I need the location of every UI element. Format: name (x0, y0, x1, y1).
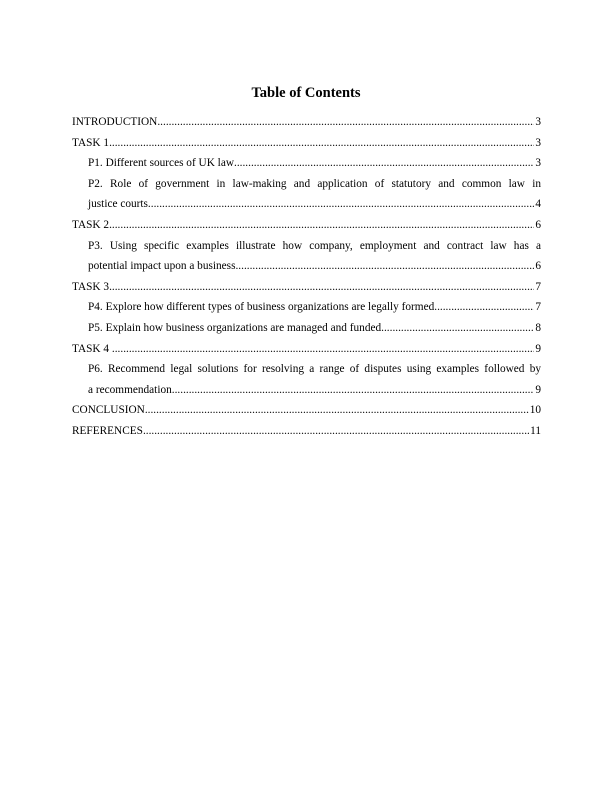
toc-entry-task-4[interactable] (72, 339, 541, 360)
toc-entry-label-continued: a recommendation (88, 383, 172, 396)
toc-entry-label: TASK 1 (72, 136, 110, 149)
toc-entry-label: P1. Different sources of UK law (88, 157, 234, 170)
toc-entry-label: TASK 3 (72, 280, 110, 293)
toc-page-number: 10 (529, 404, 541, 417)
toc-page-number: 9 (535, 342, 541, 355)
toc-title: Table of Contents (251, 85, 361, 101)
toc-page-number: 6 (535, 218, 541, 231)
toc-page-number: 11 (530, 424, 541, 437)
toc-entry-label: P3. Using specific examples illustrate how company, employment and contract law has a (88, 239, 541, 252)
toc-entry-label: P2. Role of government in law-making and application of statutory and common law in (88, 177, 541, 190)
toc-entry-p3-line1[interactable] (72, 236, 541, 257)
toc-entry-task-3[interactable] (72, 277, 541, 298)
toc-entry-label: CONCLUSION (72, 404, 145, 417)
toc-page-number: 7 (535, 301, 541, 314)
toc-entry-introduction[interactable] (72, 112, 541, 133)
toc-entry-p6-line1[interactable] (72, 359, 541, 380)
toc-entry-conclusion[interactable] (72, 400, 541, 421)
toc-entry-label: INTRODUCTION (72, 116, 158, 128)
toc-page-number: 8 (535, 321, 541, 334)
toc-leader-dots (109, 277, 534, 298)
toc-leader-dots (381, 318, 534, 339)
toc-entry-p1[interactable] (72, 153, 541, 174)
toc-leader-dots (235, 256, 534, 277)
toc-entry-label: P6. Recommend legal solutions for resolving a range of disputes using examples followed by (88, 363, 541, 376)
toc-entry-task-2[interactable] (72, 215, 541, 236)
toc-leader-dots (143, 421, 529, 442)
table-of-contents (72, 112, 541, 442)
toc-entry-label-continued: potential impact upon a business (88, 260, 236, 273)
toc-leader-dots (157, 112, 534, 133)
toc-page-number: 3 (535, 136, 541, 149)
toc-entry-label: P4. Explore how different types of business organizations are legally formed (88, 301, 435, 314)
toc-entry-references[interactable] (72, 421, 541, 442)
toc-leader-dots (434, 297, 534, 318)
toc-page-number: 7 (535, 280, 541, 293)
toc-entry-p6-line2[interactable] (72, 380, 541, 401)
toc-entry-p4[interactable] (72, 297, 541, 318)
toc-leader-dots (172, 380, 535, 401)
toc-leader-dots (112, 339, 534, 360)
toc-entry-label: TASK 2 (72, 218, 110, 231)
toc-leader-dots (109, 215, 534, 236)
toc-entry-label: P5. Explain how business organizations are managed and funded (88, 321, 382, 334)
toc-entry-label: TASK 4 (72, 342, 112, 355)
toc-entry-label: REFERENCES (72, 424, 143, 437)
toc-leader-dots (109, 133, 534, 154)
toc-entry-p2-line2[interactable] (72, 194, 541, 215)
toc-page-number: 9 (535, 383, 541, 396)
toc-page-number: 3 (535, 116, 541, 128)
toc-entry-task-1[interactable] (72, 133, 541, 154)
toc-entry-label-continued: justice courts (88, 198, 148, 211)
toc-entry-p2-line1[interactable] (72, 174, 541, 195)
toc-entry-p5[interactable] (72, 318, 541, 339)
toc-page-number: 6 (535, 260, 541, 273)
toc-entry-p3-line2[interactable] (72, 256, 541, 277)
toc-leader-dots (234, 153, 534, 174)
toc-leader-dots (145, 400, 529, 421)
toc-page-number: 3 (535, 157, 541, 170)
toc-leader-dots (148, 194, 534, 215)
toc-page-number: 4 (535, 198, 541, 211)
